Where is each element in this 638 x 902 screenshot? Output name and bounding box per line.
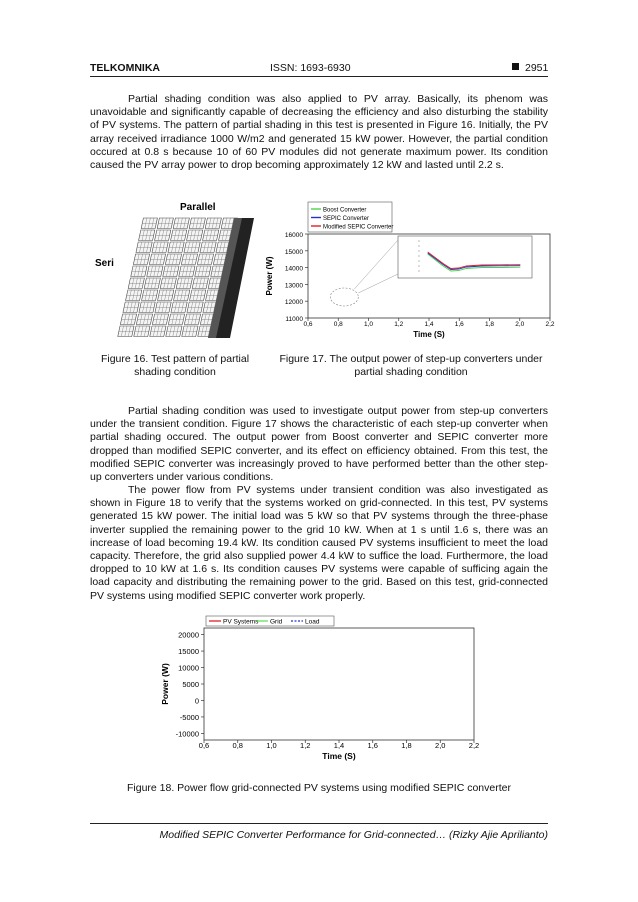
pv-module [123,302,139,313]
figure17-y-axis-label: Power (W) [265,256,274,296]
figure18-caption: Figure 18. Power flow grid-connected PV systems using modified SEPIC converter [126,782,511,794]
figure16-label-parallel: Parallel [180,202,216,213]
paragraph-1 [90,93,548,172]
figure18-x-axis-label: Time (S) [322,751,356,761]
pv-module [192,278,208,289]
figure16-label-seri: Seri [95,258,114,269]
figure16-caption [92,353,258,379]
x-tick-label: 1,2 [300,741,311,750]
pv-module [155,302,171,313]
pv-module [197,254,213,265]
figure18-axes [176,628,480,750]
y-tick-label: -5000 [179,712,199,722]
figure17-caption-line1: Figure 17. The output power of step-up converters under [279,353,543,365]
pv-module [120,314,136,325]
journal-name: TELKOMNIKA [90,62,160,74]
x-tick-label: 1,4 [424,321,434,328]
pv-module [173,218,189,229]
pv-module [165,254,181,265]
figure17-caption [266,353,556,379]
pv-module [128,278,144,289]
x-tick-label: 2,0 [435,741,446,750]
y-tick-label: 5000 [182,680,199,689]
x-tick-label: 2,0 [515,321,525,328]
x-tick-label: 0,6 [198,741,210,750]
paragraph-1-text: Partial shading condition was also applied to PV array. Basically, its phenom was unavoidable and significantly capable of decreasing the efficiency and also disturbing the stability of PV systems. The pattern of partial shading in this test is presented in Figure 16. Initially, the PV array received irradiance 1000 W/m2 and generated 15 kW power. However, the partial condition occured at 0.8 s because 10 of 60 PV modules did not generate maximum power. Its condition caused the PV array power to drop becoming approximately 12 kW and lasted until 2.2 s. [90,93,548,172]
x-tick-label: 1,0 [363,321,374,328]
paragraph-3 [90,484,548,603]
square-bullet-icon [512,63,519,70]
pv-module [149,254,165,265]
pv-module [150,326,166,337]
y-tick-label: 20000 [178,630,199,640]
footer-text: Modified SEPIC Converter Performance for Grid-connected… (Rizky Ajie Aprilianto) [159,829,548,841]
legend-entry: Boost Converter [323,207,367,214]
pv-module [134,326,150,337]
pv-module [152,314,168,325]
x-tick-label: 1,8 [484,321,495,328]
pv-module [171,230,187,241]
legend-entry: Grid [270,618,283,626]
pv-module [184,242,200,253]
issn: ISSN: 1693-6930 [270,62,351,74]
pv-module [152,242,168,253]
pv-module [142,290,158,301]
paragraph-2-text: Partial shading condition was used to investigate output power from step-up converters under the transient condition. Figure 17 shows the characteristic of each step-up converter when partial shading occured. The output power from Boost converter and SEPIC converter more dropped than modified SEPIC converter, and its effect on efficiency obtained. From this test, the modified SEPIC converter was increasingly proved to have performed better than the other step-up converters under various conditions. [90,405,548,484]
header-rule [90,76,548,77]
x-tick-label: 2,2 [468,741,480,750]
y-tick-label: 12000 [284,299,303,307]
pv-module [126,290,142,301]
x-tick-label: 0,8 [232,741,243,750]
pv-module [195,266,211,277]
x-tick-label: 2,2 [545,321,555,328]
pv-module [133,254,149,265]
pv-module [181,254,197,265]
y-tick-label: 10000 [178,663,199,673]
y-tick-label: 0 [194,696,199,706]
figure17-caption-line2: partial shading condition [354,366,468,378]
pv-module [141,218,157,229]
pv-module [144,278,160,289]
legend-entry: PV Systems [223,618,259,626]
page-number [512,62,548,74]
page-number-text: 2951 [525,62,549,74]
pv-module [160,278,176,289]
pv-module [166,326,182,337]
footer-rule [90,823,548,824]
y-tick-label: 11000 [285,316,303,323]
pv-module [136,314,152,325]
pv-module [139,230,155,241]
pv-module [168,314,184,325]
figure18-chart [160,612,486,770]
pv-module [158,290,174,301]
pv-module [174,290,190,301]
pv-module [179,266,195,277]
pv-module [187,302,203,313]
x-tick-label: 1,8 [401,741,412,750]
c18-frame [204,628,474,740]
legend-entry: Modified SEPIC Converter [323,224,394,231]
y-tick-label: 14000 [284,265,303,273]
pv-module [203,230,219,241]
x-tick-label: 1,6 [367,741,378,750]
figure18-y-axis-label: Power (W) [160,663,170,705]
paragraph-2 [90,405,548,484]
pv-module [155,230,171,241]
figure16-caption-line2: shading condition [134,366,216,378]
pv-module [182,326,198,337]
x-tick-label: 0,6 [303,321,313,328]
pv-module [163,266,179,277]
pv-module [157,218,173,229]
figure16-caption-line1: Figure 16. Test pattern of partial [100,353,250,365]
pv-module [184,314,200,325]
x-tick-label: 1,2 [394,321,404,328]
pv-module [139,302,155,313]
x-tick-label: 1,0 [266,741,277,750]
pv-module [147,266,163,277]
pv-module [187,230,203,241]
y-tick-label: 16000 [284,232,303,239]
pv-module [171,302,187,313]
pv-module [205,218,221,229]
y-tick-label: 13000 [284,282,303,290]
pv-module [200,242,216,253]
y-tick-label: 15000 [284,248,303,256]
pv-module [118,326,134,337]
figure17-x-axis-label: Time (S) [413,330,445,339]
y-tick-label: 15000 [178,647,199,657]
figure16-image [92,196,254,344]
legend-entry: Load [305,618,320,626]
inset-frame [398,236,532,278]
pv-module [168,242,184,253]
figure17-legend [308,202,393,232]
legend-entry: SEPIC Converter [323,215,370,222]
x-tick-label: 0,8 [333,321,343,328]
x-tick-label: 1,6 [454,321,464,328]
y-tick-label: -10000 [175,729,199,739]
paragraph-3-text: The power flow from PV systems under transient condition was also investigated as shown in Figure 18 to verify that the systems worked on grid-connected. In this test, PV systems generated 15 kW power. The initial load was 5 kW so that PV systems through the three-phase inverter supplied the remaining power to the grid 10 kW. When at 1 s until 1.6 s, there was an increase of load becoming 19.4 kW. Its condition caused PV systems insufficient to meet the load capacity. Therefore, the grid also supplied power 4.4 kW to suffice the load. Furthermore, the load dropped to 10 kW at 1.6 s. Its condition causes PV systems were capable of sufficing again the load capacity and distributing the remaining power to the grid. Based on this test, grid-connected PV systems using modified SEPIC converter work properly. [90,484,548,602]
pv-module [131,266,147,277]
figure18-legend [206,616,334,626]
pv-module [176,278,192,289]
pv-module [189,218,205,229]
figure17-chart [264,196,556,346]
pv-module [190,290,206,301]
pv-module [136,242,152,253]
x-tick-label: 1,4 [333,741,345,750]
